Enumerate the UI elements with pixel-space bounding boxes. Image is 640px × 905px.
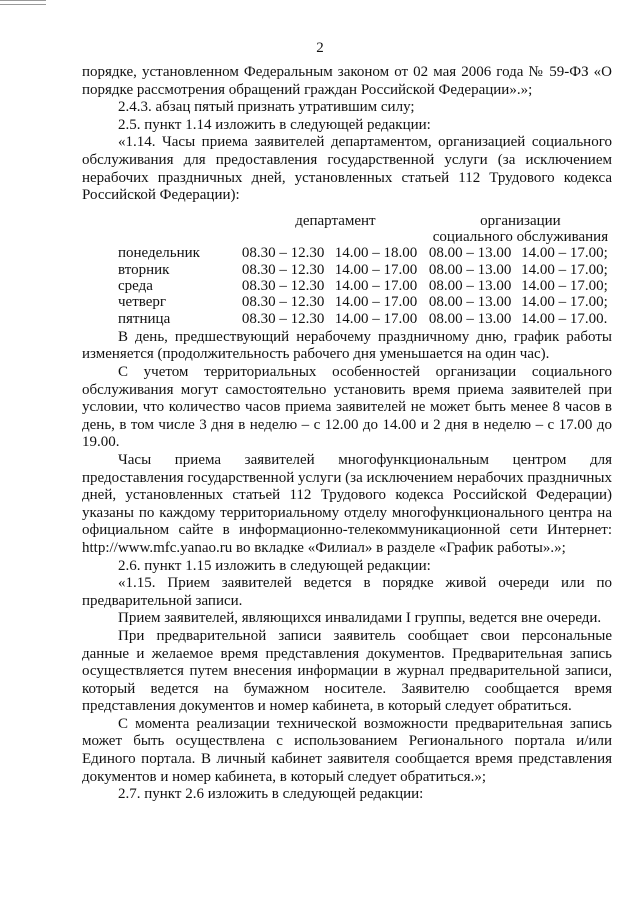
time-cell: 14.00 – 17.00; [521, 261, 608, 278]
paragraph: Часы приема заявителей многофункциональным центром для предоставления государственной услуги (за исключением нерабочих праздничных дней, установленных статьей 112 Трудового кодекса Российской Федерации) указаны по каждому территориальному отделу многофункционального центра на официальном сайте в информационно-телекоммуникационной сети Интернет: http://www.mfc.yanao.ru во вкладке «Филиал» в разделе «График работы».»; [82, 451, 612, 556]
schedule-table [82, 213, 612, 327]
time-cell: 14.00 – 17.00; [521, 245, 608, 262]
paragraph: порядке, установленном Федеральным законом от 02 мая 2006 года № 59-ФЗ «О порядке рассмотрения обращений граждан Российской Федерации».»; [82, 64, 612, 98]
time-cell: 08.00 – 13.00 [428, 310, 512, 327]
time-cell: 08.30 – 12.30 [241, 310, 325, 327]
paragraph: 2.6. пункт 1.15 изложить в следующей редакции: [118, 557, 431, 574]
paragraph: В день, предшествующий нерабочему праздничному дню, график работы изменяется (продолжительность рабочего дня уменьшается на один час). [82, 328, 612, 363]
schedule-header-row [82, 213, 612, 229]
time-cell: 08.30 – 12.30 [241, 245, 325, 262]
schedule-header-row [82, 229, 612, 245]
header-organization-sub: социального обслуживания [432, 229, 609, 246]
paragraph: 2.7. пункт 2.6 изложить в следующей редакции: [118, 786, 424, 803]
paragraph: Прием заявителей, являющихся инвалидами I группы, ведется вне очереди. [118, 610, 602, 627]
time-cell: 08.00 – 13.00 [428, 294, 512, 311]
day-cell: четверг [118, 294, 167, 311]
time-cell: 08.00 – 13.00 [428, 245, 512, 262]
schedule-table-wrap [82, 213, 612, 327]
header-department: департамент [295, 212, 376, 229]
paragraph: С момента реализации технической возможности предварительная запись может быть осуществлена с использованием Регионального портала и/или Единого портала. В личный кабинет заявителя сообщается время представления документов и номер кабинета, в который следует обратиться.»; [82, 715, 612, 785]
scan-corner-mark [0, 0, 46, 5]
page-number: 2 [316, 40, 324, 56]
day-cell: среда [118, 277, 153, 294]
time-cell: 14.00 – 17.00 [334, 294, 418, 311]
paragraph: 2.4.3. абзац пятый признать утратившим силу; [118, 99, 415, 116]
time-cell: 14.00 – 17.00; [521, 294, 608, 311]
paragraph: 2.5. пункт 1.14 изложить в следующей редакции: [118, 116, 431, 133]
time-cell: 14.00 – 17.00 [334, 310, 418, 327]
schedule-row [82, 278, 612, 294]
time-cell: 14.00 – 18.00 [334, 245, 418, 262]
schedule-row [82, 262, 612, 278]
day-cell: понедельник [118, 245, 200, 262]
paragraph: «1.15. Прием заявителей ведется в порядке живой очереди или по предварительной записи. [82, 575, 612, 609]
day-cell: пятница [118, 310, 171, 327]
paragraph: «1.14. Часы приема заявителей департаментом, организацией социального обслуживания для предоставления государственной услуги (за исключением нерабочих праздничных дней, установленных статьей 112 Трудового кодекса Российской Федерации): [82, 134, 612, 204]
paragraph: При предварительной записи заявитель сообщает свои персональные данные и желаемое время представления документов. Предварительная запись осуществляется путем внесения информации в журнал предварительной записи, который ведется на бумажном носителе. Заявителю сообщается время представления документов и номер кабинета, в который следует обратиться. [82, 627, 612, 715]
time-cell: 08.00 – 13.00 [428, 277, 512, 294]
paragraph: С учетом территориальных особенностей организации социального обслуживания могут самостоятельно установить время приема заявителей при условии, что количество часов приема заявителей не может быть менее 8 часов в день, в том числе 3 дня в неделю – с 12.00 до 14.00 и 2 дня в неделю – с 17.00 до 19.00. [82, 364, 612, 451]
time-cell: 08.30 – 12.30 [241, 261, 325, 278]
schedule-row [82, 311, 612, 327]
header-organization: организации [480, 212, 561, 229]
time-cell: 08.00 – 13.00 [428, 261, 512, 278]
schedule-row [82, 294, 612, 310]
time-cell: 08.30 – 12.30 [241, 294, 325, 311]
document-body [82, 64, 612, 804]
time-cell: 14.00 – 17.00 [334, 261, 418, 278]
schedule-row [82, 245, 612, 261]
day-cell: вторник [118, 261, 170, 278]
time-cell: 08.30 – 12.30 [241, 277, 325, 294]
time-cell: 14.00 – 17.00. [521, 310, 608, 327]
time-cell: 14.00 – 17.00; [521, 277, 608, 294]
time-cell: 14.00 – 17.00 [334, 277, 418, 294]
